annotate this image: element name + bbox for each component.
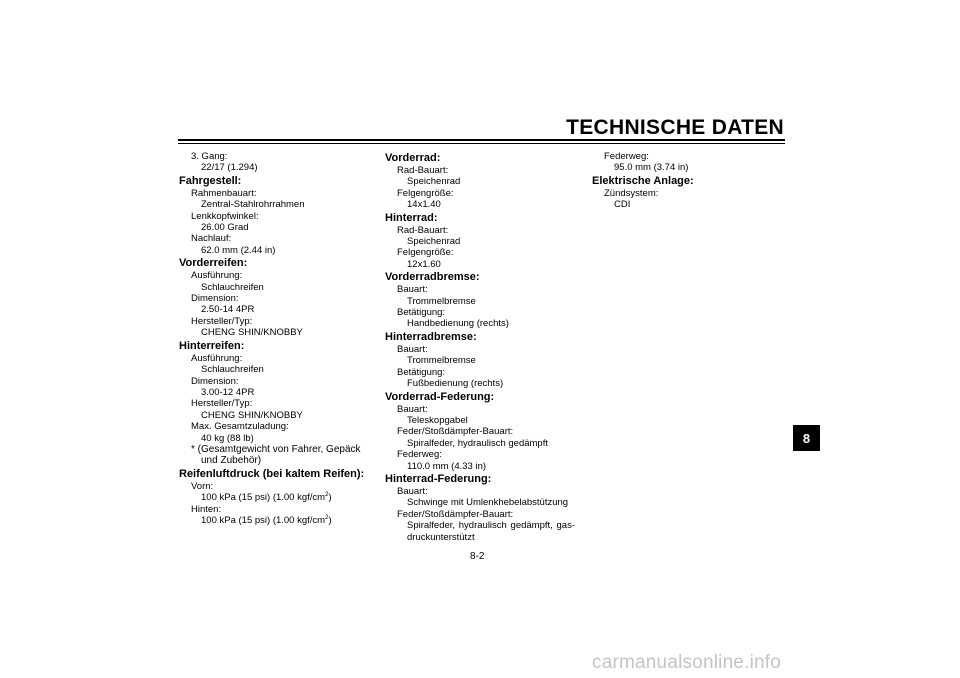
header-rule-thin [178, 143, 785, 144]
spec-label: Bauart: [397, 485, 428, 497]
header-rule-thick [178, 139, 785, 141]
spec-value: Trommelbremse [407, 295, 476, 307]
page-number: 8-2 [470, 551, 485, 562]
spec-label: Hersteller/Typ: [191, 315, 253, 327]
spec-value: CHENG SHIN/KNOBBY [201, 409, 303, 421]
section-heading: Elektrische Anlage: [592, 174, 694, 187]
spec-value: Teleskopgabel [407, 414, 468, 426]
spec-value: 14x1.40 [407, 199, 441, 211]
spec-value: Speichenrad [407, 236, 461, 248]
spec-label: Betätigung: [397, 366, 446, 378]
superscript: 2 [325, 492, 329, 499]
spec-value: 2.50-14 4PR [201, 304, 255, 316]
spec-label: 3. Gang: [191, 151, 228, 162]
spec-value: 22/17 (1.294) [201, 162, 258, 174]
spec-value: CHENG SHIN/KNOBBY [201, 327, 303, 339]
spec-label: Hersteller/Typ: [191, 398, 253, 410]
spec-value: Spiralfeder, hydraulisch gedämpft, gas- [407, 520, 575, 532]
spec-label: Rad-Bauart: [397, 165, 449, 176]
section-heading: Vorderreifen: [179, 257, 248, 270]
footnote [179, 444, 379, 467]
spec-label: Vorn: [191, 480, 214, 492]
section-heading: Vorderrad: [385, 152, 441, 164]
spec-label: Felgengröße: [397, 247, 454, 259]
spec-label: Zündsystem: [604, 187, 659, 199]
spec-label: Federweg: [397, 449, 442, 461]
section-heading: Reifenluftdruck (bei kaltem Reifen): [179, 467, 365, 480]
footnote-line: * (Gesamtgewicht von Fahrer, Gepäck [191, 443, 361, 455]
spec-value: Schlauchreifen [201, 281, 264, 293]
spec-column-1 [179, 151, 379, 527]
superscript: 2 [325, 515, 329, 521]
spec-value: Handbedienung (rechts) [407, 318, 509, 330]
spec-value: Speichenrad [407, 176, 461, 188]
spec-value: Spiralfeder, hydraulisch gedämpft [407, 437, 548, 449]
section-heading: Fahrgestell: [179, 174, 242, 187]
value-text: ) [328, 492, 332, 504]
spec-label: Rad-Bauart: [397, 224, 449, 236]
value-text: 100 kPa (15 psi) (1.00 kgf/cm [201, 515, 326, 527]
spec-value-rear-pressure [179, 515, 379, 526]
section-heading: Vorderradbremse: [385, 271, 480, 284]
section-heading: Hinterrad: [385, 211, 438, 224]
spec-label: Feder/Stoßdämpfer-Bauart: [397, 426, 514, 438]
spec-label: Ausführung: [191, 270, 243, 282]
spec-value: Schlauchreifen [201, 364, 264, 376]
section-heading: Hinterrad-Federung: [385, 472, 492, 485]
spec-column-3 [592, 151, 792, 211]
spec-value: 3.00-12 4PR [201, 386, 255, 398]
spec-label: Rahmenbauart: [191, 187, 257, 199]
spec-value: 26.00 Grad [201, 222, 249, 234]
spec-label: Federweg: [604, 151, 649, 162]
spec-value: 12x1.60 [407, 258, 441, 270]
spec-label: Betätigung: [397, 307, 446, 319]
spec-value: druckunterstützt [407, 531, 475, 543]
spec-value: Zentral-Stahlrohrrahmen [201, 199, 305, 211]
section-heading: Hinterreifen: [179, 339, 245, 352]
spec-value: Trommelbremse [407, 355, 476, 367]
spec-label: Bauart: [397, 343, 428, 355]
footnote-line: und Zubehör) [201, 455, 262, 467]
page-title: TECHNISCHE DATEN [566, 116, 784, 139]
spec-label: Nachlauf: [191, 233, 232, 245]
spec-value: 62.0 mm (2.44 in) [201, 244, 276, 256]
spec-value: 110.0 mm (4.33 in) [407, 460, 487, 472]
spec-label: Lenkkopfwinkel: [191, 210, 259, 222]
section-heading: Hinterradbremse: [385, 330, 477, 343]
spec-value: Schwinge mit Umlenkhebelabstützung [407, 497, 569, 509]
spec-value: 95.0 mm (3.74 in) [614, 162, 689, 174]
watermark: carmanualsonline.info [592, 652, 782, 673]
spec-column-2 [385, 151, 585, 543]
spec-label: Felgengröße: [397, 187, 454, 199]
spec-label: Bauart: [397, 284, 428, 296]
spec-label: Dimension: [191, 375, 239, 387]
chapter-tab[interactable]: 8 [793, 425, 820, 451]
spec-label: Dimension: [191, 293, 239, 305]
spec-label: Hinten: [191, 503, 222, 515]
spec-label: Bauart: [397, 403, 428, 415]
spec-value: CDI [614, 199, 631, 211]
spec-label: Feder/Stoßdämpfer-Bauart: [397, 508, 514, 520]
section-heading: Vorderrad-Federung: [385, 390, 495, 403]
spec-label: Ausführung: [191, 352, 243, 364]
spec-value: Fußbedienung (rechts) [407, 378, 504, 390]
spec-value: 40 kg (88 lb) [201, 432, 254, 444]
spec-label: Max. Gesamtzuladung: [191, 421, 289, 433]
value-text: 100 kPa (15 psi) (1.00 kgf/cm [201, 492, 326, 504]
value-text: ) [328, 515, 332, 527]
spec-value-front-pressure [179, 492, 379, 503]
